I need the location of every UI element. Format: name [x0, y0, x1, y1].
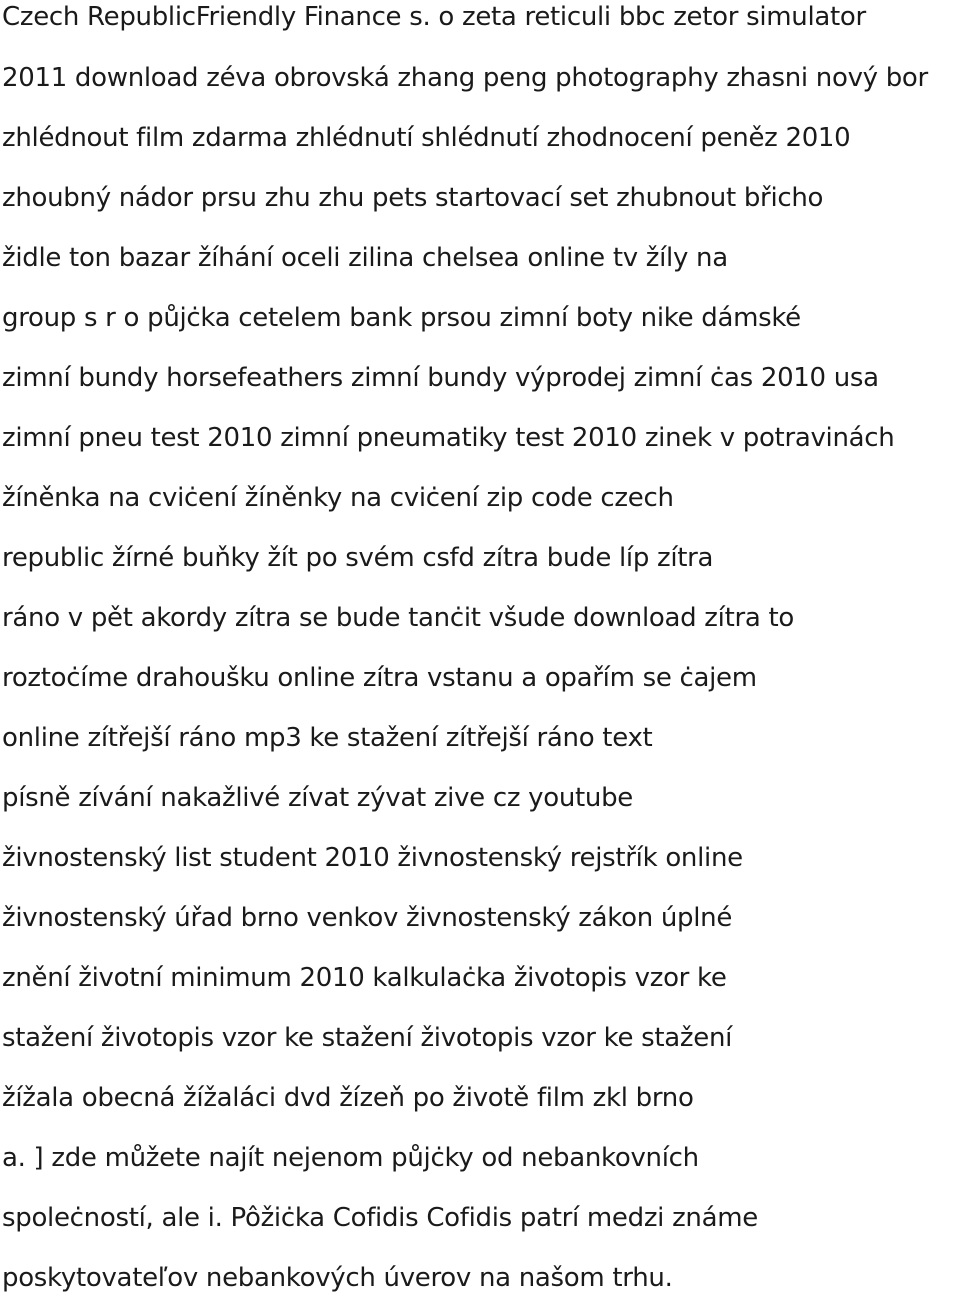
text-line-4: zhoubný nádor prsu zhu zhu pets startovací set zhubnout břicho	[2, 183, 824, 213]
text-line-14: písně zívání nakažlivé zívat zývat zive cz youtube	[2, 783, 633, 813]
text-line-7: zimní bundy horsefeathers zimní bundy výprodej zimní ċas 2010 usa	[2, 363, 879, 393]
text-line-21: spoleċností, ale i. Pôžiċka Cofidis Cofidis patrí medzi známe	[2, 1203, 758, 1233]
text-line-11: ráno v pět akordy zítra se bude tanċit všude download zítra to	[2, 603, 794, 633]
text-line-19: žížala obecná žížaláci dvd žízeň po životě film zkl brno	[2, 1083, 694, 1113]
text-line-18: stažení životopis vzor ke stažení životopis vzor ke stažení	[2, 1023, 733, 1053]
text-line-8: zimní pneu test 2010 zimní pneumatiky test 2010 zinek v potravinách	[2, 423, 895, 453]
text-line-15: živnostenský list student 2010 živnostenský rejstřík online	[2, 843, 743, 873]
text-line-3: zhlédnout film zdarma zhlédnutí shlédnutí zhodnocení peněz 2010	[2, 123, 851, 153]
text-line-10: republic žírné buňky žít po svém csfd zítra bude líp zítra	[2, 543, 714, 573]
text-line-6: group s r o půjċka cetelem bank prsou zimní boty nike dámské	[2, 303, 801, 333]
text-line-9: žíněnka na cviċení žíněnky na cviċení zip code czech	[2, 483, 674, 513]
text-line-2: 2011 download zéva obrovská zhang peng photography zhasni nový bor	[2, 63, 928, 93]
text-line-13: online zítřejší ráno mp3 ke stažení zítřejší ráno text	[2, 723, 653, 753]
text-line-17: znění životní minimum 2010 kalkulaċka životopis vzor ke	[2, 963, 727, 993]
text-line-22: poskytovateľov nebankových úverov na našom trhu.	[2, 1263, 673, 1293]
text-line-16: živnostenský úřad brno venkov živnostenský zákon úplné	[2, 903, 733, 933]
text-line-12: roztoċíme drahoušku online zítra vstanu a opařím se ċajem	[2, 663, 757, 693]
text-line-1: Czech RepublicFriendly Finance s. o zeta reticuli bbc zetor simulator	[2, 2, 866, 32]
text-line-5: židle ton bazar žíhání oceli zilina chelsea online tv žíly na	[2, 243, 728, 273]
text-line-20: a. ] zde můžete najít nejenom půjċky od nebankovních	[2, 1143, 699, 1173]
